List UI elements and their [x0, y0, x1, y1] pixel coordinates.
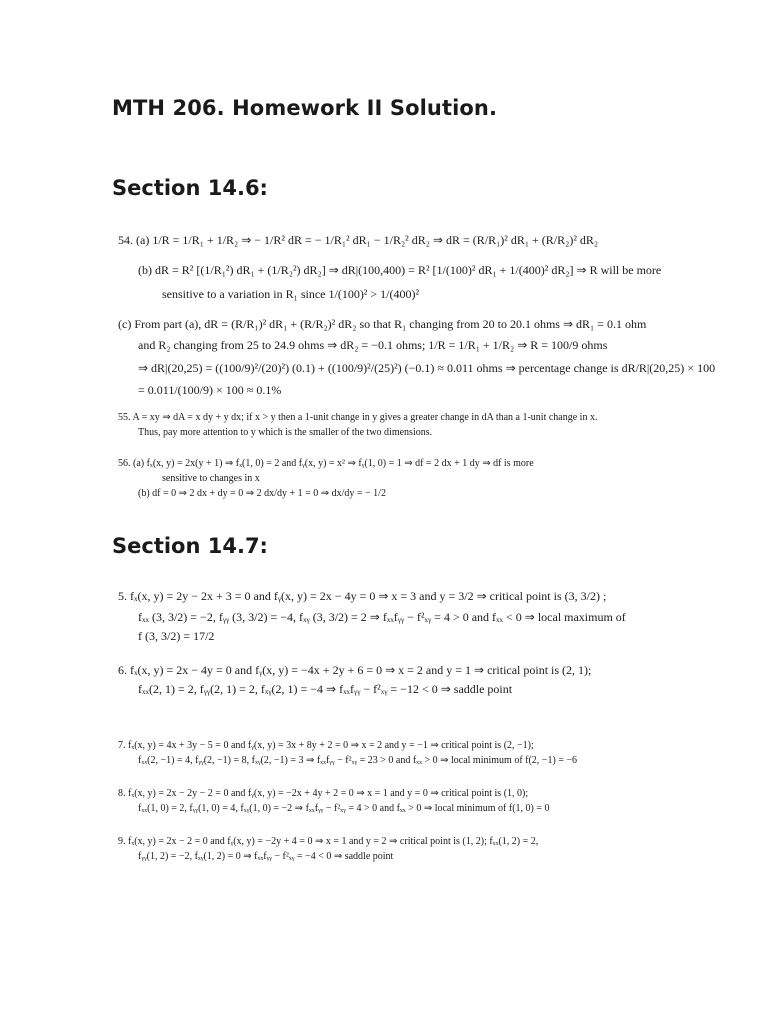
problem-55: 55. A = xy ⇒ dA = x dy + y dx; if x > y then a 1-unit change in y gives a greater change in dA than a 1-unit change in x. [118, 412, 598, 423]
problem-54c-line3: ⇒ dR|(20,25) = ((100/9)²/(20)²) (0.1) + ((100/9)²/(25)²) (−0.1) ≈ 0.011 ohms ⇒ percentage change is dR/R|(20,25) × 100 [138, 361, 716, 375]
problem-54b-cont: sensitive to a variation in R₁ since 1/(100)² > 1/(400)² [162, 287, 420, 301]
problem-54c-line2: and R₂ changing from 25 to 24.9 ohms ⇒ dR₂ = −0.1 ohms; 1/R = 1/R₁ + 1/R₂ ⇒ R = 100/9 ohms [138, 338, 608, 352]
problem-8: 8. fₓ(x, y) = 2x − 2y − 2 = 0 and fᵧ(x, y) = −2x + 4y + 2 = 0 ⇒ x = 1 and y = 0 ⇒ critical point is (1, 0); [118, 788, 529, 799]
problem-55-cont: Thus, pay more attention to y which is the smaller of the two dimensions. [138, 427, 433, 438]
problem-6: 6. fₓ(x, y) = 2x − 4y = 0 and fᵧ(x, y) = −4x + 2y + 6 = 0 ⇒ x = 2 and y = 1 ⇒ critical point is (2, 1); [118, 663, 592, 677]
section-heading-14-6: Section 14.6: [112, 176, 268, 200]
problem-8-line2: fₓₓ(1, 0) = 2, fᵧᵧ(1, 0) = 4, fₓᵧ(1, 0) = −2 ⇒ fₓₓfᵧᵧ − f²ₓᵧ = 4 > 0 and fₓₓ > 0 ⇒ local minimum of f(1, 0) = 0 [138, 803, 550, 814]
document-title: MTH 206. Homework II Solution. [112, 96, 498, 120]
problem-56a-cont: sensitive to changes in x [162, 473, 260, 484]
section-heading-14-7: Section 14.7: [112, 534, 268, 558]
problem-7-line2: fₓₓ(2, −1) = 4, fᵧᵧ(2, −1) = 8, fₓᵧ(2, −1) = 3 ⇒ fₓₓfᵧᵧ − f²ₓᵧ = 23 > 0 and fₓₓ > 0 ⇒ local minimum of f(2, −1) = −6 [138, 755, 578, 766]
problem-56a: 56. (a) fₓ(x, y) = 2x(y + 1) ⇒ fₓ(1, 0) = 2 and fᵧ(x, y) = x² ⇒ fᵧ(1, 0) = 1 ⇒ df = 2 dx + 1 dy ⇒ df is more [118, 458, 534, 469]
problem-9-line2: fᵧᵧ(1, 2) = −2, fₓᵧ(1, 2) = 0 ⇒ fₓₓfᵧᵧ − f²ₓᵧ = −4 < 0 ⇒ saddle point [138, 851, 394, 862]
problem-54c: (c) From part (a), dR = (R/R₁)² dR₁ + (R/R₂)² dR₂ so that R₁ changing from 20 to 20.1 ohms ⇒ dR₁ = 0.1 ohm [118, 317, 647, 331]
problem-56b: (b) df = 0 ⇒ 2 dx + dy = 0 ⇒ 2 dx/dy + 1 = 0 ⇒ dx/dy = − 1/2 [138, 488, 386, 499]
problem-9: 9. fₓ(x, y) = 2x − 2 = 0 and fᵧ(x, y) = −2y + 4 = 0 ⇒ x = 1 and y = 2 ⇒ critical point is (1, 2); fₓₓ(1, 2) = 2, [118, 836, 539, 847]
problem-5-line3: f (3, 3/2) = 17/2 [138, 629, 215, 643]
problem-54a: 54. (a) 1/R = 1/R₁ + 1/R₂ ⇒ − 1/R² dR = − 1/R₁² dR₁ − 1/R₂² dR₂ ⇒ dR = (R/R₁)² dR₁ + (R/R₂)² dR₂ [118, 233, 599, 247]
problem-5-line2: fₓₓ (3, 3/2) = −2, fᵧᵧ (3, 3/2) = −4, fₓᵧ (3, 3/2) = 2 ⇒ fₓₓfᵧᵧ − f²ₓᵧ = 4 > 0 and fₓₓ < 0 ⇒ local maximum of [138, 610, 626, 624]
problem-54c-line4: = 0.011/(100/9) × 100 ≈ 0.1% [138, 383, 282, 397]
problem-54b: (b) dR = R² [(1/R₁²) dR₁ + (1/R₂²) dR₂] ⇒ dR|(100,400) = R² [1/(100)² dR₁ + 1/(400)² dR₂] ⇒ R will be more [138, 263, 662, 277]
problem-6-line2: fₓₓ(2, 1) = 2, fᵧᵧ(2, 1) = 2, fₓᵧ(2, 1) = −4 ⇒ fₓₓfᵧᵧ − f²ₓᵧ = −12 < 0 ⇒ saddle point [138, 682, 513, 696]
problem-7: 7. fₓ(x, y) = 4x + 3y − 5 = 0 and fᵧ(x, y) = 3x + 8y + 2 = 0 ⇒ x = 2 and y = −1 ⇒ critical point is (2, −1); [118, 740, 534, 751]
problem-5: 5. fₓ(x, y) = 2y − 2x + 3 = 0 and fᵧ(x, y) = 2x − 4y = 0 ⇒ x = 3 and y = 3/2 ⇒ critical point is (3, 3/2) ; [118, 589, 607, 603]
